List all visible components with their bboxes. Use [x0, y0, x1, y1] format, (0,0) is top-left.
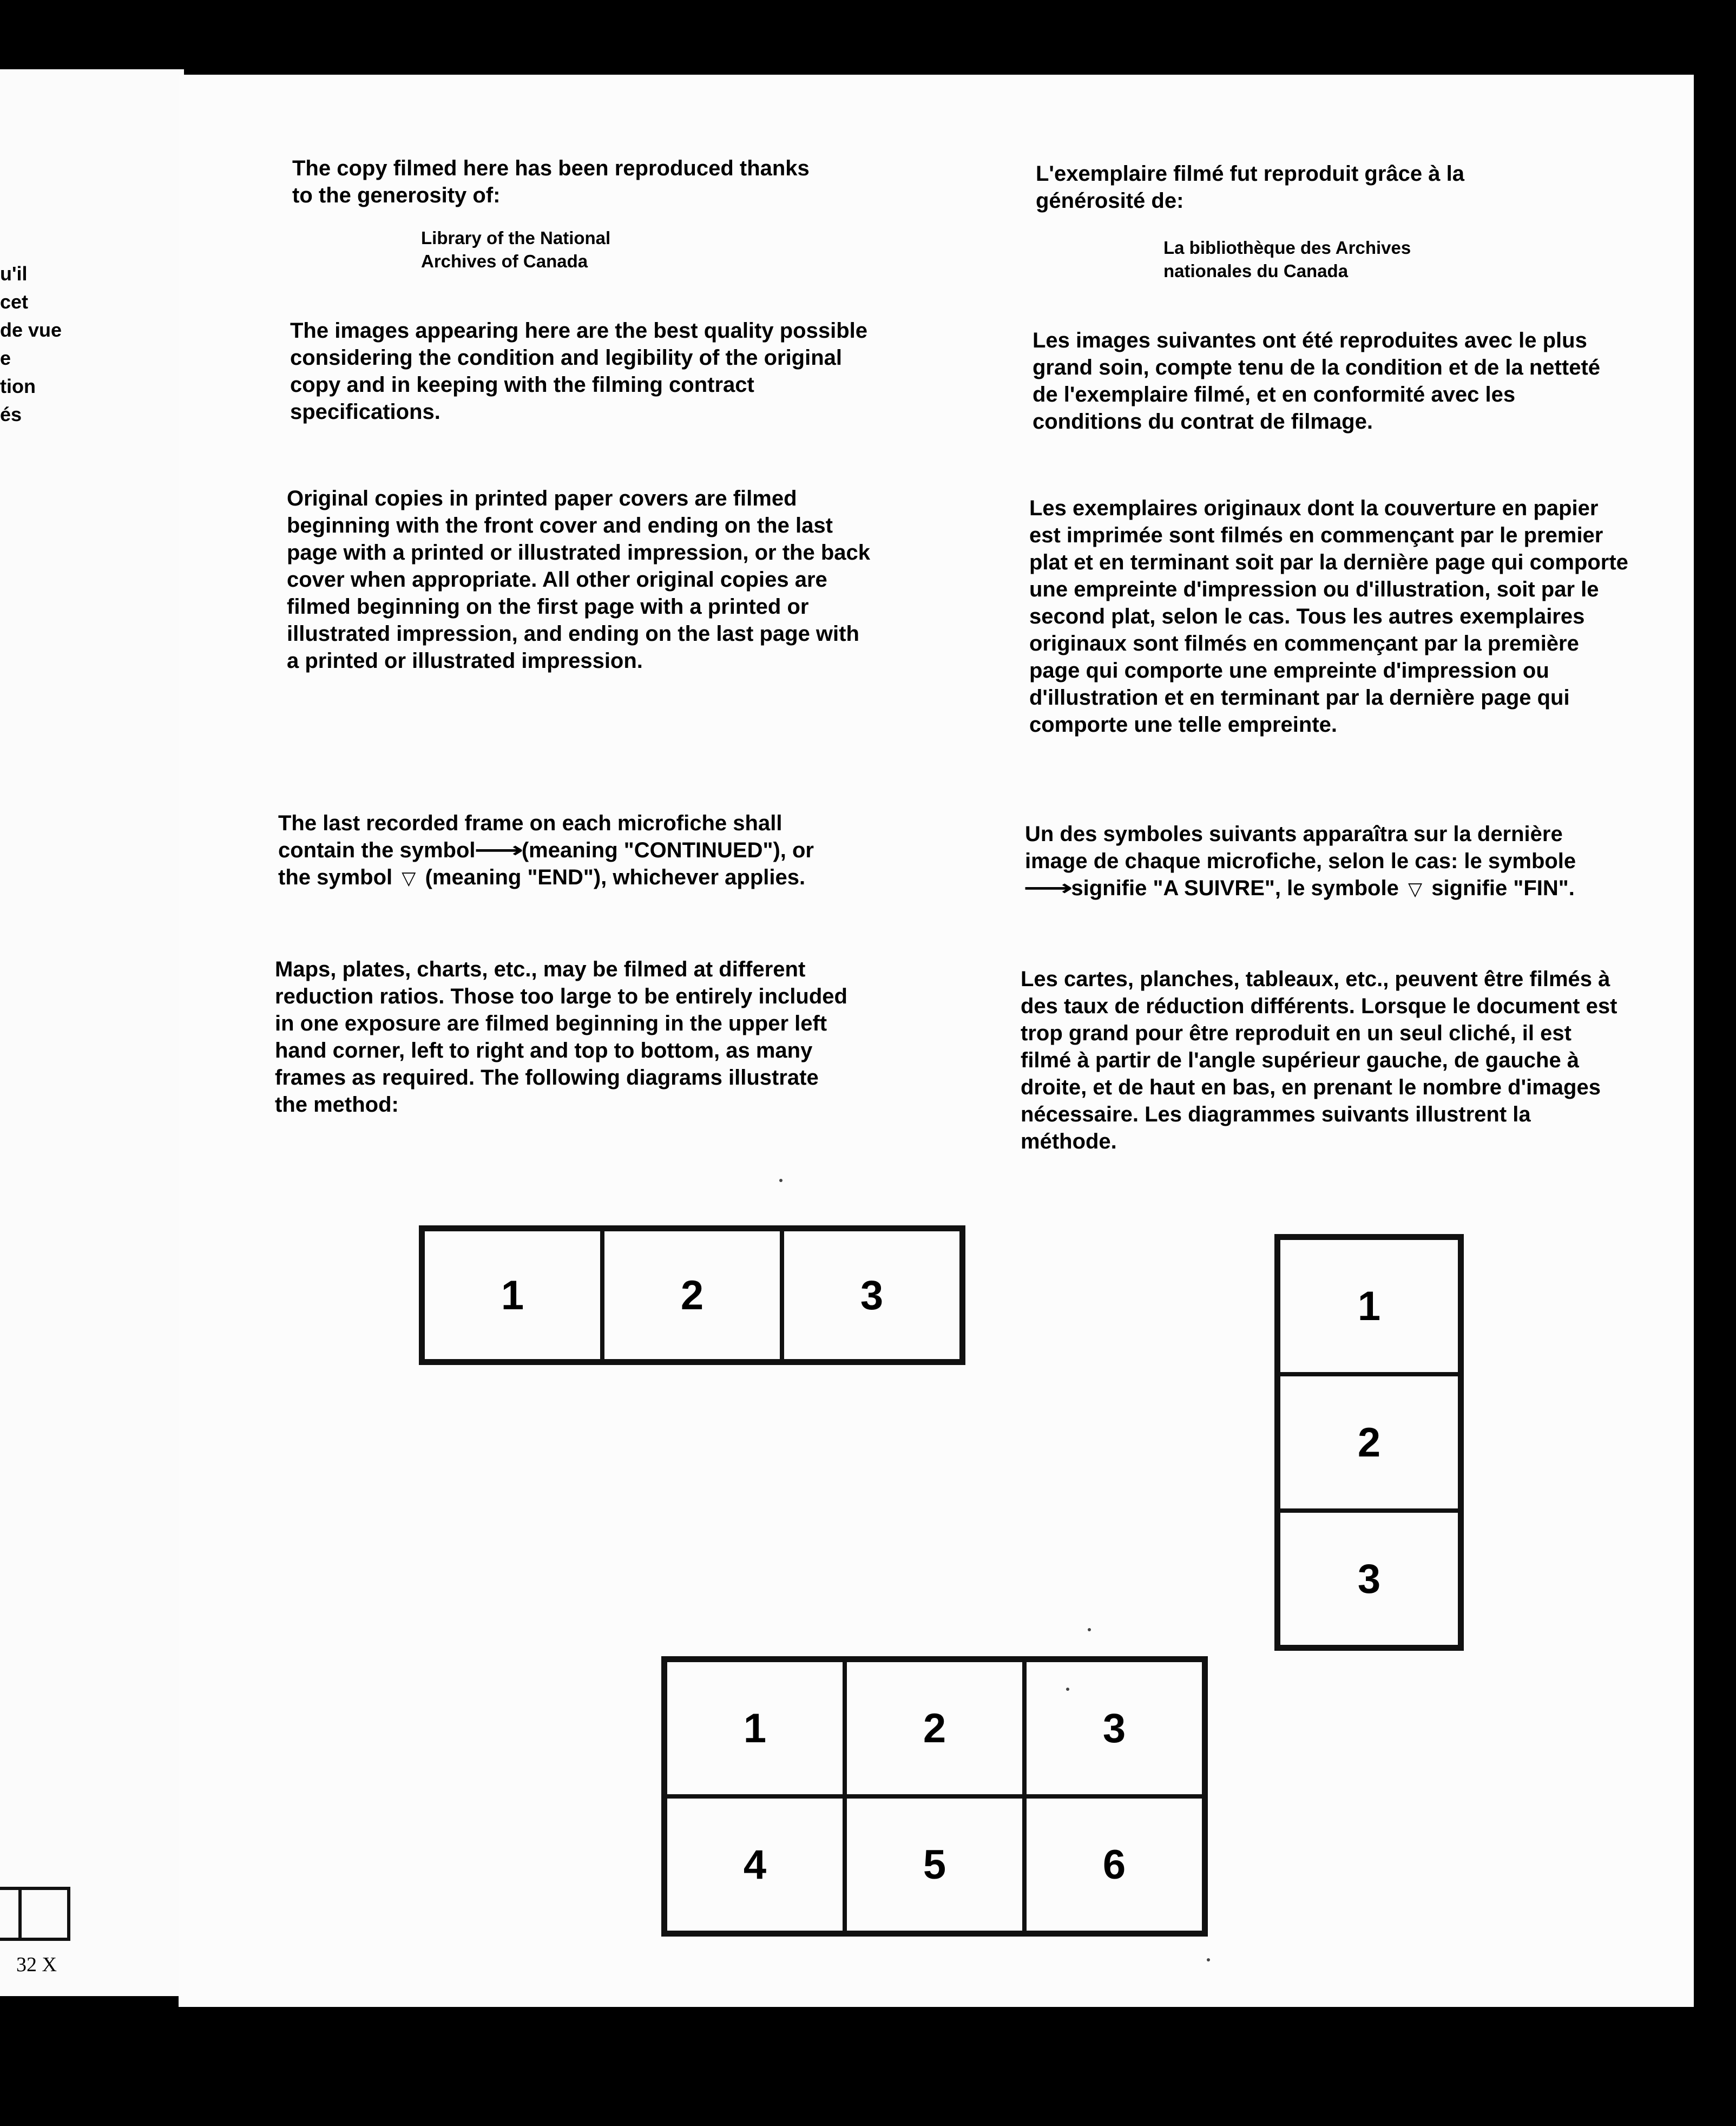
en-frame-paragraph	[278, 810, 852, 892]
fr-frame-text-3: signifie "FIN".	[1431, 876, 1575, 900]
reduction-ratio-label: 32 X	[16, 1953, 57, 1976]
frame-cell: 3	[1024, 1660, 1204, 1796]
frame-cell: 1	[665, 1660, 845, 1796]
scan-speck	[779, 1179, 782, 1182]
frame-cell: 2	[602, 1229, 782, 1361]
continued-arrow-icon: ⟶	[474, 838, 524, 862]
en-quality-paragraph: The images appearing here are the best quality possible considering the condition and legibility of the original copy and in keeping with the filming contract specifications.	[290, 319, 867, 424]
en-frame-text-1: The last recorded frame on each microfiche shall contain the symbol	[278, 811, 782, 862]
en-intro-line1: The copy filmed here has been reproduced thanks	[292, 156, 810, 180]
frame-cell: 2	[1278, 1374, 1460, 1511]
frame-cell: 3	[1278, 1511, 1460, 1647]
scan-speck	[1088, 1628, 1091, 1631]
fr-intro	[1036, 160, 1674, 214]
margin-fragment: e	[0, 347, 11, 369]
end-triangle-icon: ▽	[1408, 879, 1423, 900]
fr-quality-paragraph: Les images suivantes ont été reproduites avec le plus grand soin, compte tenu de la condition et de la netteté de l'exemplaire filmé, et en conformité avec les conditions du contrat de filmage.	[1033, 329, 1601, 434]
diagram-three-frames-vertical	[1274, 1234, 1464, 1651]
fr-library-line1: La bibliothèque des Archives	[1163, 238, 1411, 258]
margin-fragment: tion	[0, 375, 36, 397]
continued-arrow-icon: ⟶	[1023, 876, 1073, 900]
fr-frame-text-2: signifie "A SUIVRE", le symbole	[1071, 876, 1399, 900]
frame-cell: 1	[1278, 1238, 1460, 1374]
reduction-target-divider	[18, 1887, 22, 1941]
fr-intro-line2: générosité de:	[1036, 189, 1184, 213]
en-intro	[292, 155, 909, 209]
fr-library	[1163, 236, 1411, 283]
end-triangle-icon: ▽	[402, 868, 416, 889]
diagram-three-frames-horizontal	[419, 1225, 965, 1365]
en-frame-text-2: (meaning "CONTINUED"), or the symbol	[278, 838, 814, 889]
en-originals-paragraph: Original copies in printed paper covers are filmed beginning with the front cover and ending on the last page with a printed or illustrated impression, or the back cover when appropriate. All other original copies are filmed beginning on the first page with a printed or illustrated impression, and ending on the last page with a printed or illustrated impression.	[287, 487, 870, 673]
margin-fragment: cet	[0, 291, 29, 313]
main-page	[179, 75, 1694, 2007]
fr-intro-line1: L'exemplaire filmé fut reproduit grâce à la	[1036, 162, 1464, 186]
fr-frame-paragraph	[1025, 821, 1620, 903]
margin-fragment: u'il	[0, 263, 28, 285]
frame-cell: 3	[782, 1229, 962, 1361]
frame-cell: 1	[423, 1229, 602, 1361]
en-frame-text-3: (meaning "END"), whichever applies.	[425, 865, 806, 889]
frame-cell: 5	[845, 1796, 1024, 1933]
frame-cell: 6	[1024, 1796, 1204, 1933]
fr-originals-paragraph: Les exemplaires originaux dont la couverture en papier est imprimée sont filmés en commençant par le premier plat et en terminant soit par la dernière page qui comporte une empreinte d'impression ou d'illustration, soit par le second plat, selon le cas. Tous les autres exemplaires originaux sont filmés en commençant par la première page qui comporte une empreinte d'impression ou d'illustration et en terminant par la dernière page qui comporte une telle empreinte.	[1029, 496, 1628, 737]
frame-cell: 4	[665, 1796, 845, 1933]
scan-speck	[1066, 1688, 1069, 1691]
en-library	[421, 226, 610, 273]
margin-fragment: és	[0, 403, 22, 425]
scan-speck	[1207, 1958, 1210, 1961]
previous-page-fragment	[0, 69, 184, 1996]
fr-frame-text-1: Un des symboles suivants apparaîtra sur la dernière image de chaque microfiche, selon le cas: le symbole	[1025, 822, 1576, 873]
reduction-target-box	[0, 1887, 70, 1941]
en-intro-line2: to the generosity of:	[292, 183, 501, 207]
en-library-line2: Archives of Canada	[421, 251, 588, 271]
margin-fragment: de vue	[0, 319, 62, 341]
fr-maps-paragraph: Les cartes, planches, tableaux, etc., peuvent être filmés à des taux de réduction différents. Lorsque le document est trop grand pour être reproduit en un seul cliché, il est filmé à partir de l'angle supérieur gauche, de gauche à droite, et de haut en bas, en prenant le nombre d'images nécessaire. Les diagrammes suivants illustrent la méthode.	[1021, 967, 1617, 1153]
diagram-six-frames-grid	[661, 1656, 1208, 1937]
en-maps-paragraph: Maps, plates, charts, etc., may be filmed at different reduction ratios. Those too large to be entirely included in one exposure are filmed beginning in the upper left hand corner, left to right and top to bottom, as many frames as required. The following diagrams illustrate the method:	[275, 957, 847, 1117]
en-library-line1: Library of the National	[421, 228, 611, 248]
frame-cell: 2	[845, 1660, 1024, 1796]
fr-library-line2: nationales du Canada	[1163, 261, 1349, 281]
